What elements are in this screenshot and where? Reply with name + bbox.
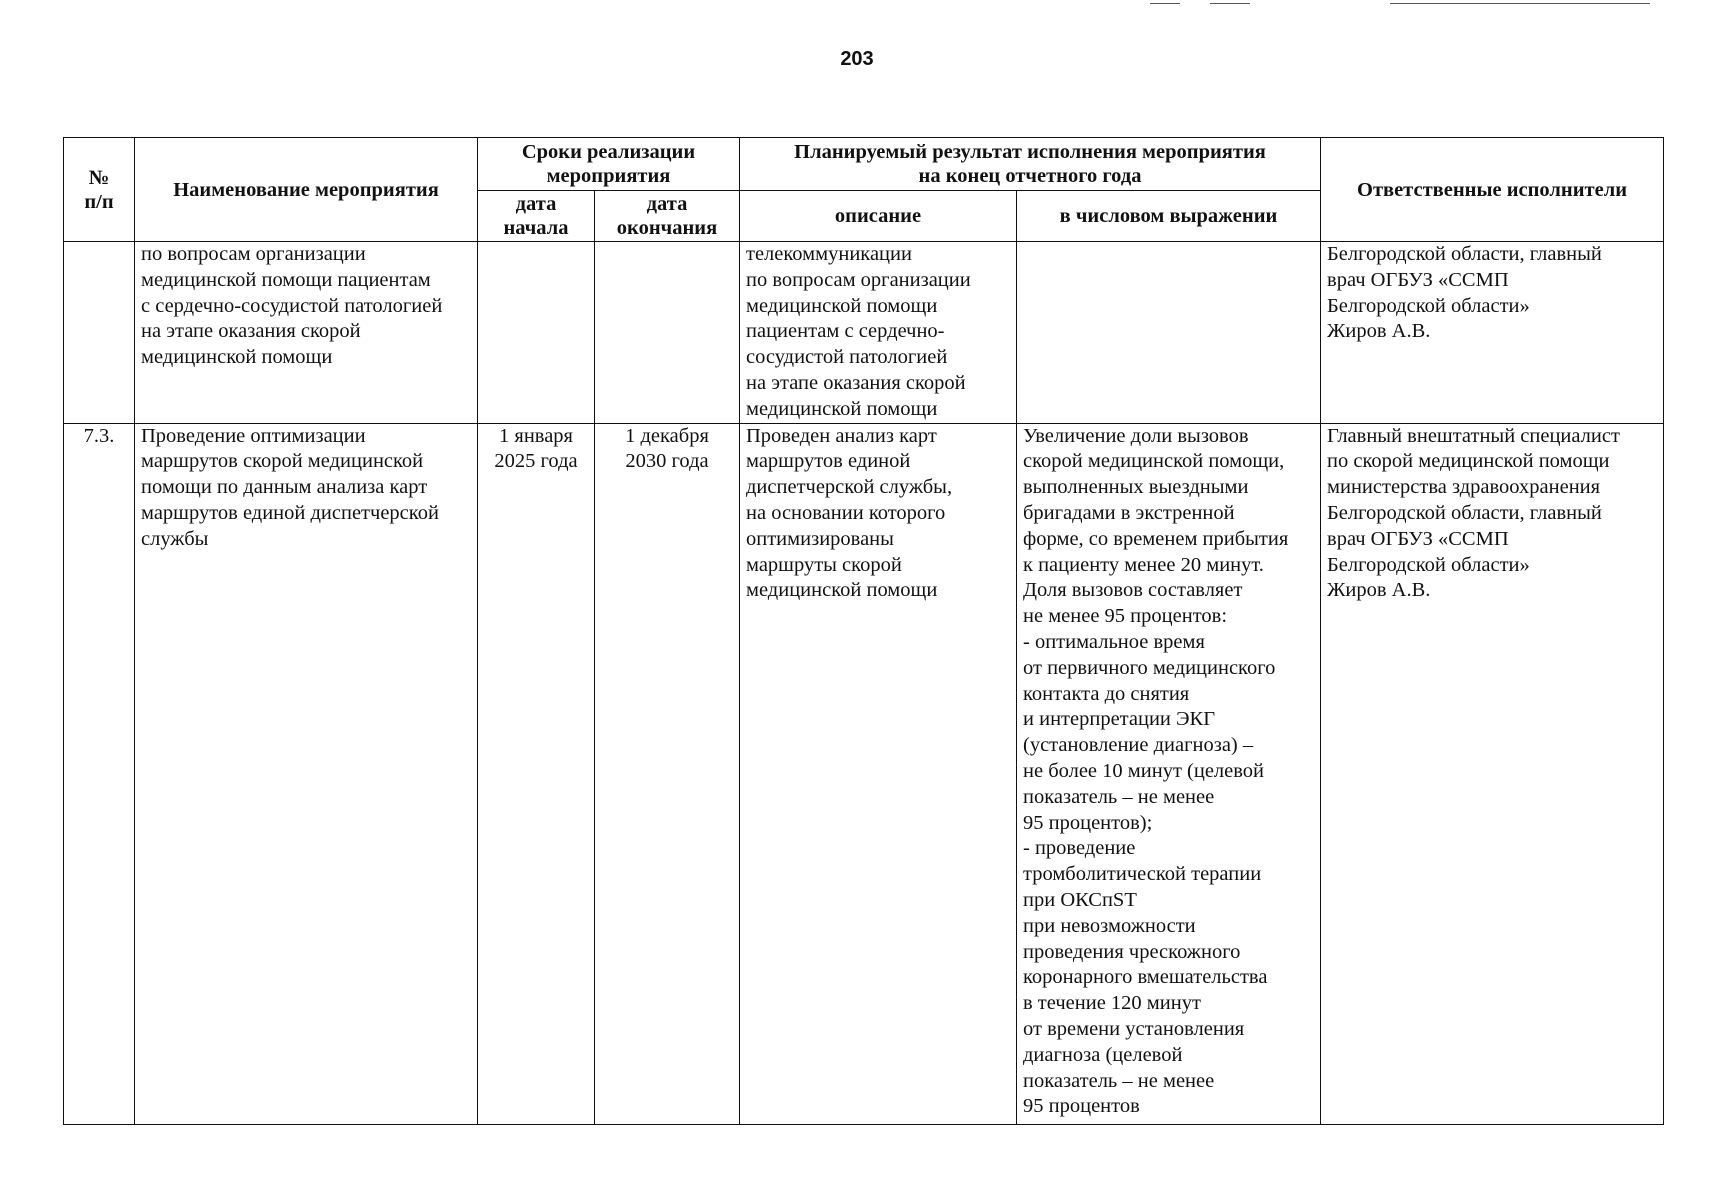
scan-mark bbox=[1210, 3, 1250, 4]
cell-end-date bbox=[595, 242, 740, 424]
cell-numeric: Увеличение доли вызовов скорой медицинской помощи, выполненных выездными бригадами в экстренной форме, со временем прибытия к пациенту менее 20 минут. Доля вызовов составляет не менее 95 процентов: - оптимальное время от первичного медицинского контакта до снятия и интерпретации ЭКГ (установление диагноза) – не более 10 минут (целевой показатель – не менее 95 процентов); - проведение тромболитической терапии при ОКСпST при невозможности проведения чрескожного коронарного вмешательства в течение 120 минут от времени установления диагноза (целевой показатель – не менее 95 процентов bbox=[1017, 423, 1321, 1124]
header-end-date: дата окончания bbox=[595, 191, 740, 242]
cell-start-date: 1 января 2025 года bbox=[478, 423, 595, 1124]
cell-number: 7.3. bbox=[64, 423, 135, 1124]
cell-end-date: 1 декабря 2030 года bbox=[595, 423, 740, 1124]
header-name: Наименование мероприятия bbox=[135, 138, 478, 242]
cell-description: телекоммуникации по вопросам организации медицинской помощи пациентам с сердечно- сосудистой патологией на этапе оказания скорой медицинской помощи bbox=[740, 242, 1017, 424]
cell-name: по вопросам организации медицинской помощи пациентам с сердечно-сосудистой патологией на этапе оказания скорой медицинской помощи bbox=[135, 242, 478, 424]
cell-start-date bbox=[478, 242, 595, 424]
header-start-date: дата начала bbox=[478, 191, 595, 242]
cell-name: Проведение оптимизации маршрутов скорой медицинской помощи по данным анализа карт маршрутов единой диспетчерской службы bbox=[135, 423, 478, 1124]
table-row bbox=[64, 242, 1664, 424]
cell-number bbox=[64, 242, 135, 424]
header-terms: Сроки реализации мероприятия bbox=[478, 138, 740, 191]
action-plan-table bbox=[63, 137, 1664, 1125]
cell-description: Проведен анализ карт маршрутов единой диспетчерской службы, на основании которого оптимизированы маршруты скорой медицинской помощи bbox=[740, 423, 1017, 1124]
cell-responsible: Главный внештатный специалист по скорой медицинской помощи министерства здравоохранения Белгородской области, главный врач ОГБУЗ «ССМП Белгородской области» Жиров А.В. bbox=[1321, 423, 1664, 1124]
scan-mark bbox=[1390, 3, 1650, 4]
header-number: № п/п bbox=[64, 138, 135, 242]
header-result: Планируемый результат исполнения мероприятия на конец отчетного года bbox=[740, 138, 1321, 191]
header-responsible: Ответственные исполнители bbox=[1321, 138, 1664, 242]
table-row bbox=[64, 423, 1664, 1124]
cell-responsible: Белгородской области, главный врач ОГБУЗ «ССМП Белгородской области» Жиров А.В. bbox=[1321, 242, 1664, 424]
header-description: описание bbox=[740, 191, 1017, 242]
header-row bbox=[64, 138, 1664, 191]
cell-numeric bbox=[1017, 242, 1321, 424]
scan-mark bbox=[1150, 3, 1180, 4]
header-numeric: в числовом выражении bbox=[1017, 191, 1321, 242]
page-number: 203 bbox=[840, 48, 874, 70]
